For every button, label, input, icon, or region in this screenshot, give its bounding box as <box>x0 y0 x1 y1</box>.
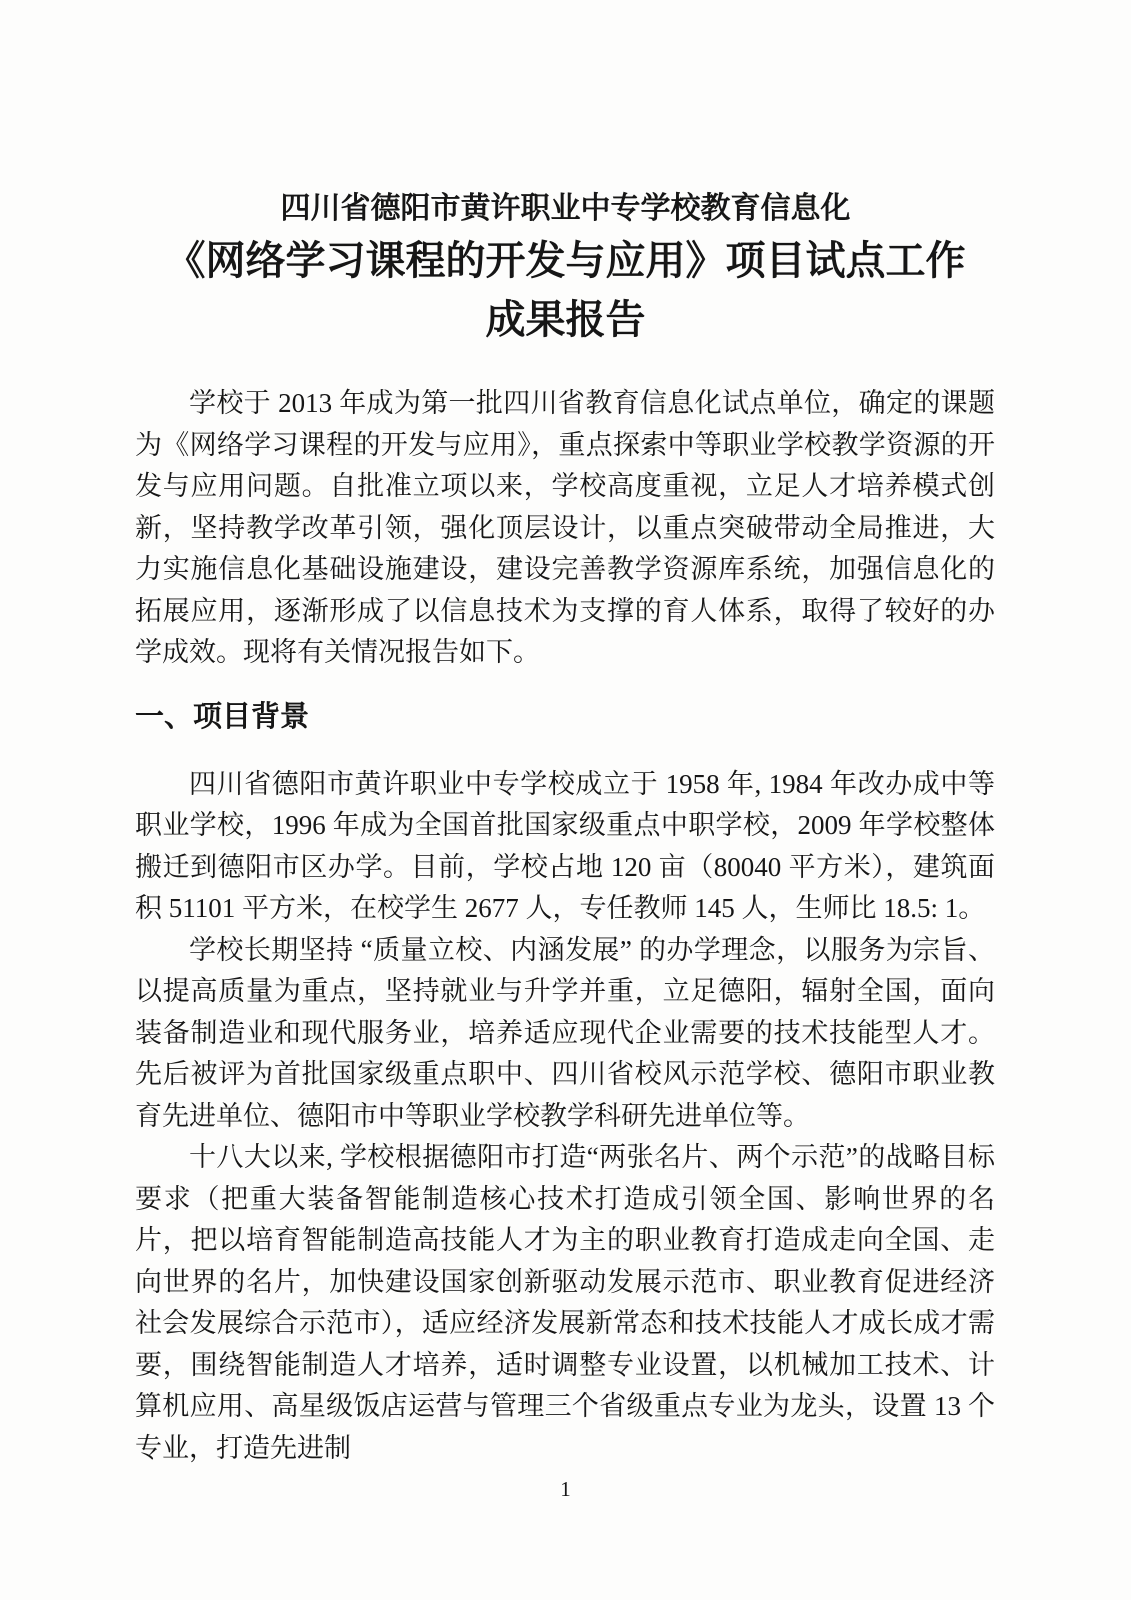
page-number: 1 <box>560 1477 571 1501</box>
paragraph-school-philosophy: 学校长期坚持 “质量立校、内涵发展” 的办学理念，以服务为宗旨、以提高质量为重点，坚持就业与升学并重，立足德阳，辐射全国，面向装备制造业和现代服务业，培养适应现代企业需要的技术技能型人才。先后被评为首批国家级重点职中、四川省校风示范学校、德阳市职业教育先进单位、德阳市中等职业学校教学科研先进单位等。 <box>135 934 995 1131</box>
report-title-line-2: 《网络学习课程的开发与应用》项目试点工作 <box>165 238 966 283</box>
report-title-line-1: 四川省德阳市黄许职业中专学校教育信息化 <box>280 192 851 225</box>
report-title-line-3: 成果报告 <box>485 297 646 342</box>
page-footer <box>0 1476 1131 1502</box>
report-title <box>0 186 1131 349</box>
section-heading-project-background: 一、项目背景 <box>135 700 310 733</box>
paragraph-development-strategy: 十八大以来, 学校根据德阳市打造“两张名片、两个示范”的战略目标要求（把重大装备智能制造核心技术打造成引领全国、影响世界的名片，把以培育智能制造高技能人才为主的职业教育打造成走向全国、走向世界的名片，加快建设国家创新驱动发展示范市、职业教育促进经济社会发展综合示范市），适应经济发展新常态和技术技能人才成长成才需要，围绕智能制造人才培养，适时调整专业设置，以机械加工技术、计算机应用、高星级饭店运营与管理三个省级重点专业为龙头，设置 13 个专业，打造先进制 <box>135 1142 995 1463</box>
document-body <box>135 383 995 1469</box>
intro-paragraph: 学校于 2013 年成为第一批四川省教育信息化试点单位，确定的课题为《网络学习课程的开发与应用》，重点探索中等职业学校教学资源的开发与应用问题。自批准立项以来，学校高度重视，立足人才培养模式创新，坚持教学改革引领，强化顶层设计，以重点突破带动全局推进，大力实施信息化基础设施建设，建设完善教学资源库系统，加强信息化的拓展应用，逐渐形成了以信息技术为支撑的育人体系，取得了较好的办学成效。现将有关情况报告如下。 <box>135 388 995 667</box>
paragraph-school-overview: 四川省德阳市黄许职业中专学校成立于 1958 年, 1984 年改办成中等职业学校，1996 年成为全国首批国家级重点中职学校，2009 年学校整体搬迁到德阳市区办学。目前，学校占地 120 亩（80040 平方米），建筑面积 51101 平方米，在校学生 2677 人，专任教师 145 人，生师比 18.5: 1。 <box>135 768 995 923</box>
